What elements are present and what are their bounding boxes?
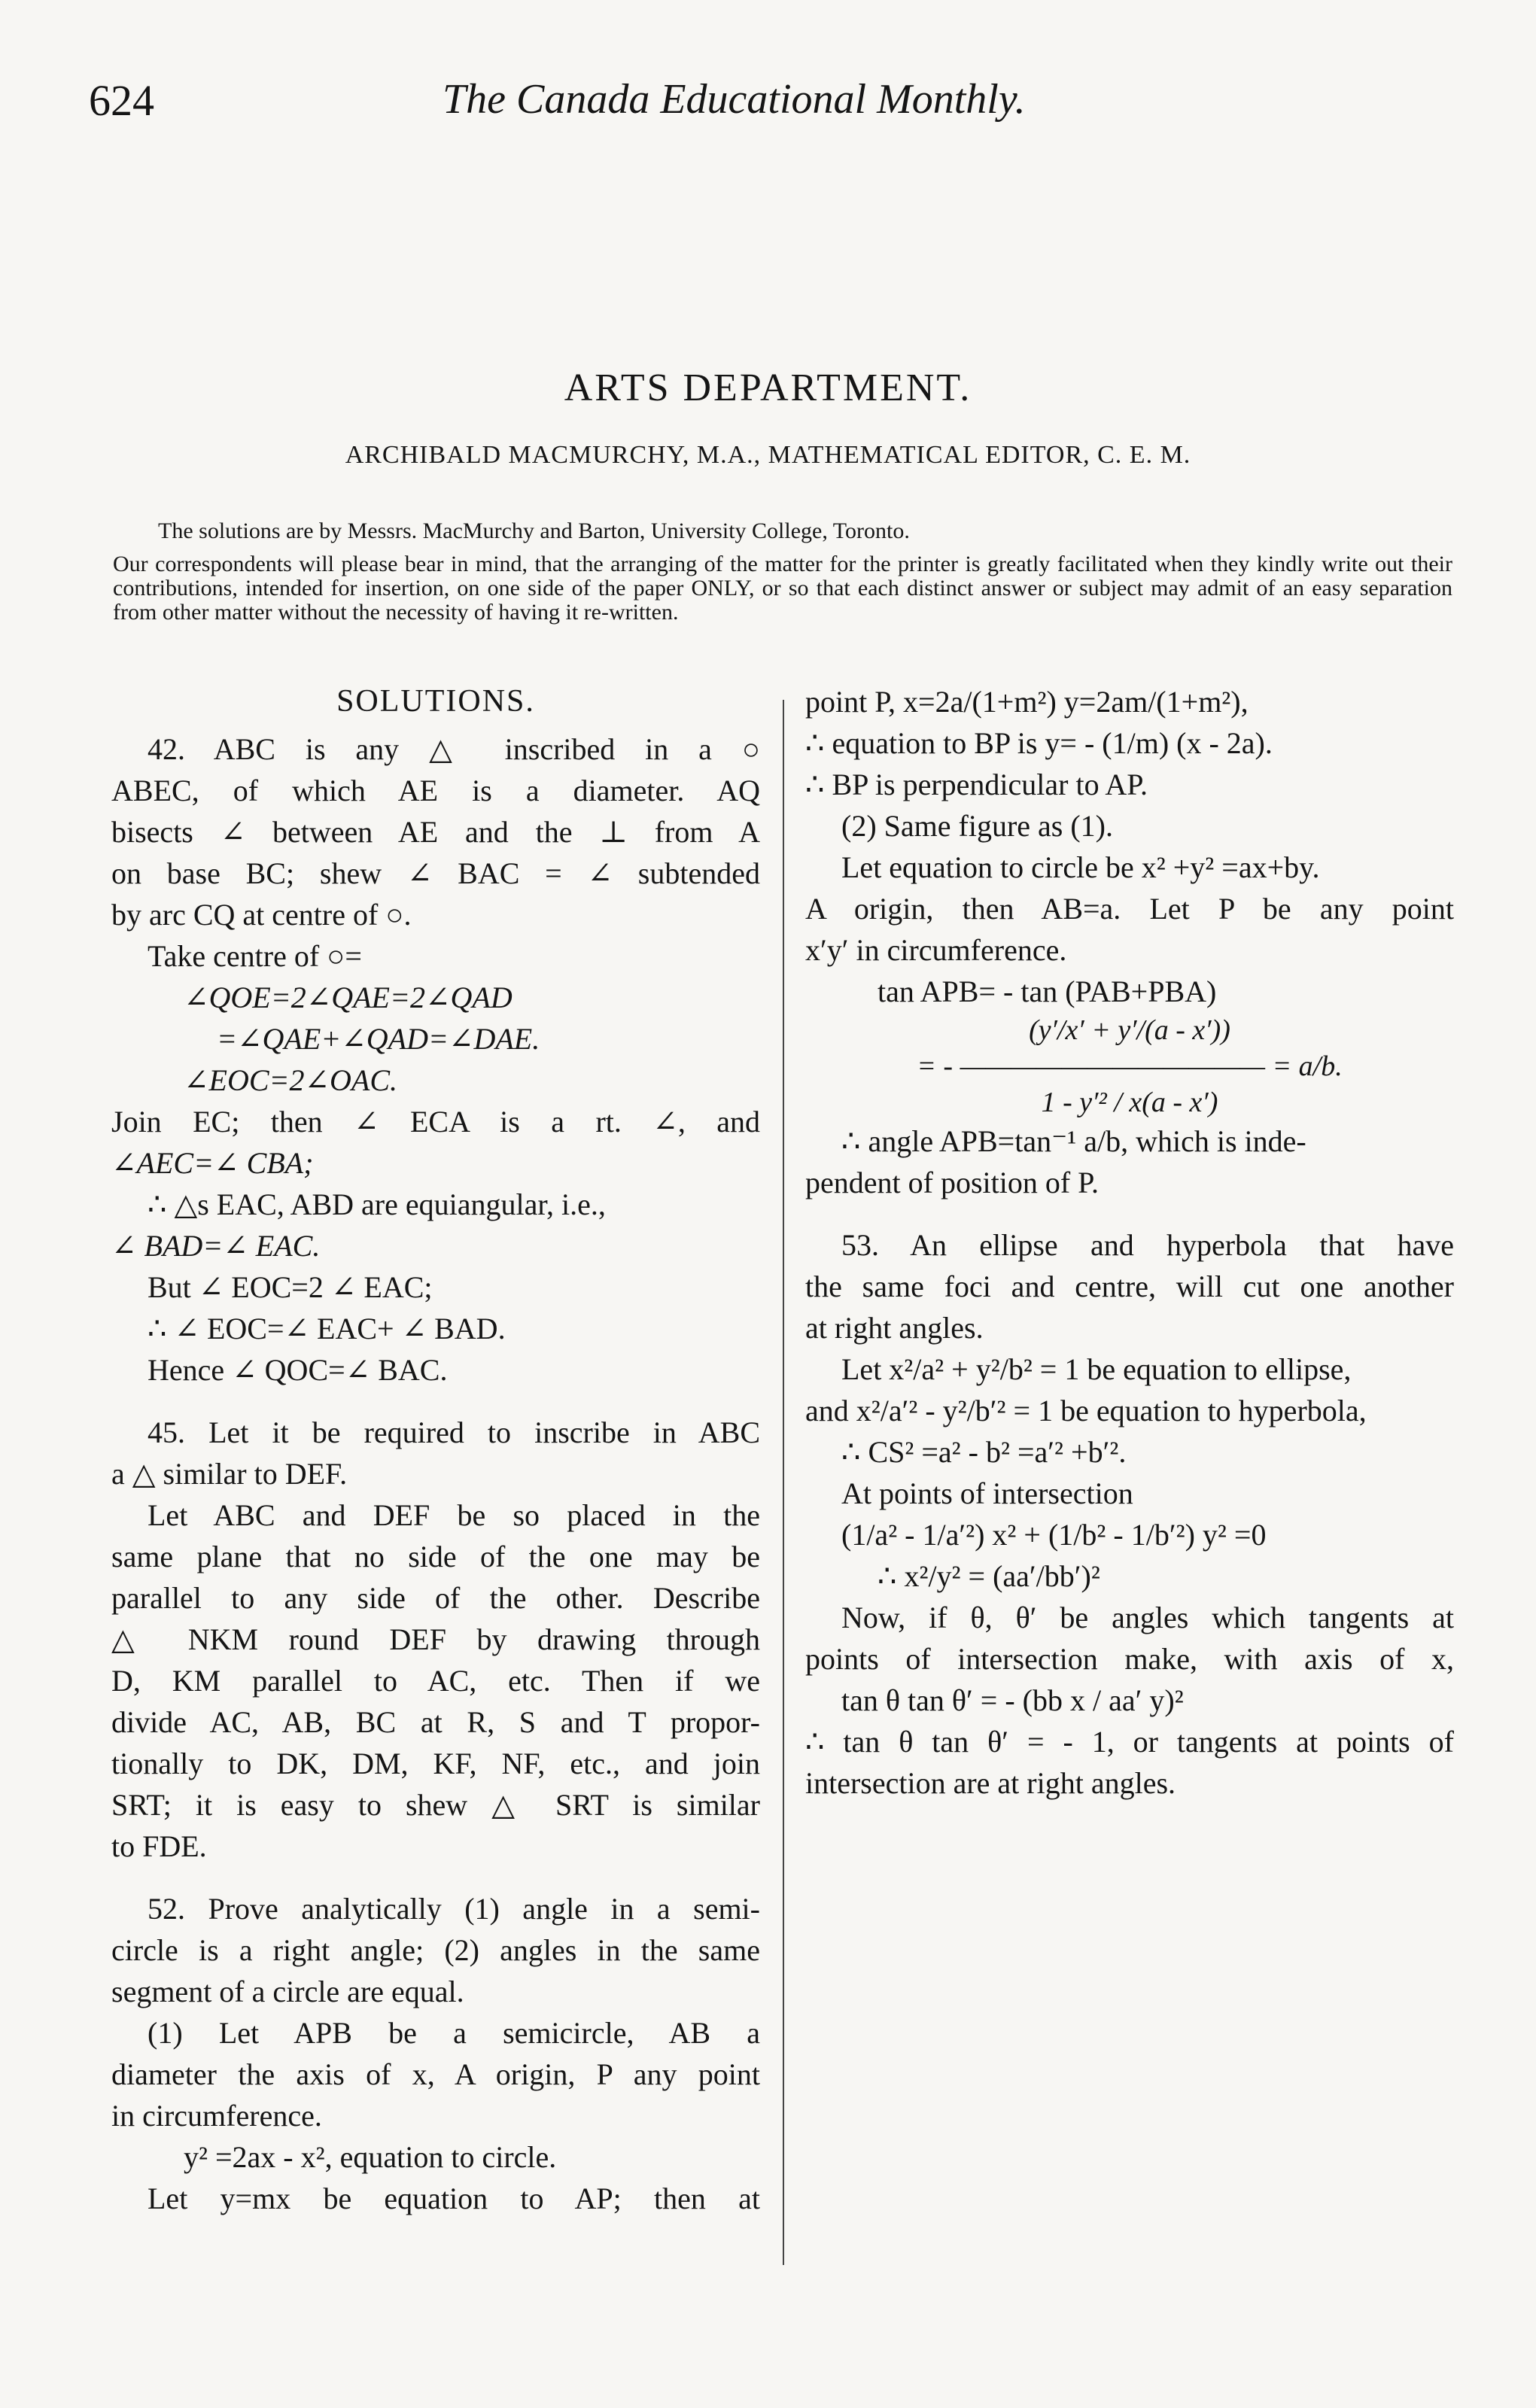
text-line: tionally to DK, DM, KF, NF, etc., and join: [111, 1747, 760, 1780]
text-line: same plane that no side of the one may be: [111, 1540, 760, 1573]
formula-line: ∠AEC=∠ CBA;: [111, 1146, 314, 1180]
text-line: divide AC, AB, BC at R, S and T propor-: [111, 1705, 760, 1739]
formula-line: tan APB= - tan (PAB+PBA): [877, 974, 1217, 1008]
text-line: ∴ △s EAC, ABD are equiangular, i.e.,: [148, 1187, 606, 1221]
text-line: 45. Let it be required to inscribe in ABC: [148, 1415, 760, 1449]
text-line: Hence ∠ QOC=∠ BAC.: [148, 1353, 448, 1387]
text-line: ∴ ∠ EOC=∠ EAC+ ∠ BAD.: [148, 1312, 506, 1345]
formula-line: (1/a² - 1/a′²) x² + (1/b² - 1/b′²) y² =0: [841, 1518, 1267, 1552]
fraction-denominator: 1 - y′² / x(a - x′): [1041, 1087, 1218, 1118]
text-line: a △ similar to DEF.: [111, 1457, 348, 1491]
text-line: x′y′ in circumference.: [805, 933, 1067, 967]
text-line: in circumference.: [111, 2099, 322, 2133]
text-line: △ NKM round DEF by drawing through: [111, 1622, 760, 1656]
text-line: 52. Prove analytically (1) angle in a semi-: [148, 1892, 760, 1926]
right-column: [805, 681, 1454, 1804]
text-line: parallel to any side of the other. Describe: [111, 1581, 760, 1615]
formula-line: y² =2ax - x², equation to circle.: [184, 2140, 557, 2174]
formula-line: Let x²/a² + y²/b² = 1 be equation to ellipse,: [841, 1352, 1352, 1386]
formula-line: ∴ x²/y² = (aa′/bb′)²: [877, 1559, 1100, 1593]
text-line: Join EC; then ∠ ECA is a rt. ∠, and: [111, 1105, 760, 1139]
spacer: [805, 1203, 1454, 1224]
text-line: diameter the axis of x, A origin, P any point: [111, 2057, 760, 2091]
running-title: The Canada Educational Monthly.: [443, 76, 1026, 123]
formula-line: tan θ tan θ′ = - (bb x / aa′ y)²: [841, 1683, 1184, 1717]
department-title: ARTS DEPARTMENT.: [564, 366, 972, 409]
text-line: (1) Let APB be a semicircle, AB a: [148, 2016, 760, 2050]
correspondents-note: Our correspondents will please bear in mind, that the arranging of the matter for the printer is greatly facilitated when they kindly write out their contributions, intended for insertion, on one side of the paper ONLY, or so that each distinct answer or subject may admit of an easy separation from other matter without the necessity of having it re-written.: [113, 552, 1452, 625]
formula-line: =∠QAE+∠QAD=∠DAE.: [217, 1022, 540, 1056]
spacer: [111, 1867, 760, 1888]
text-line: points of intersection make, with axis of x,: [805, 1642, 1454, 1676]
text-line: (2) Same figure as (1).: [841, 809, 1113, 843]
text-line: ∴ BP is perpendicular to AP.: [805, 768, 1148, 801]
text-line: circle is a right angle; (2) angles in the same: [111, 1933, 760, 1967]
text-line: D, KM parallel to AC, etc. Then if we: [111, 1664, 760, 1698]
formula-line: ∠ BAD=∠ EAC.: [111, 1229, 321, 1263]
text-line: ∴ equation to BP is y= - (1/m) (x - 2a).: [805, 726, 1273, 760]
fraction-formula: [805, 1012, 1454, 1120]
text-line: ABEC, of which AE is a diameter. AQ: [111, 774, 760, 807]
text-line: point P, x=2a/(1+m²) y=2am/(1+m²),: [805, 685, 1249, 719]
fraction-numerator: (y′/x′ + y′/(a - x′)): [1029, 1014, 1230, 1046]
page-number: 624: [89, 76, 154, 125]
text-line: on base BC; shew ∠ BAC = ∠ subtended: [111, 856, 760, 890]
text-line: SRT; it is easy to shew △ SRT is similar: [111, 1788, 760, 1822]
text-line: ∴ tan θ tan θ′ = - 1, or tangents at points of: [805, 1725, 1454, 1759]
text-line: ∴ angle APB=tan⁻¹ a/b, which is inde-: [841, 1124, 1306, 1158]
text-line: Let ABC and DEF be so placed in the: [148, 1498, 760, 1532]
text-line: Let y=mx be equation to AP; then at: [148, 2181, 760, 2215]
left-column: [111, 681, 760, 2219]
formula-line: ∴ CS² =a² - b² =a′² +b′².: [841, 1435, 1127, 1469]
text-line: 42. ABC is any △ inscribed in a ○: [148, 732, 760, 766]
text-line: by arc CQ at centre of ○.: [111, 898, 412, 932]
editor-line: ARCHIBALD MACMURCHY, M.A., MATHEMATICAL EDITOR, C. E. M.: [345, 441, 1191, 469]
text-line: pendent of position of P.: [805, 1166, 1099, 1199]
text-line: Let equation to circle be x² +y² =ax+by.: [841, 850, 1320, 884]
text-line: intersection are at right angles.: [805, 1766, 1176, 1800]
text-line: 53. An ellipse and hyperbola that have: [841, 1228, 1454, 1262]
text-line: Now, if θ, θ′ be angles which tangents at: [841, 1601, 1454, 1634]
text-line: bisects ∠ between AE and the ⊥ from A: [111, 815, 760, 849]
text-line: But ∠ EOC=2 ∠ EAC;: [148, 1270, 433, 1304]
running-header: [89, 75, 1446, 135]
spacer: [111, 1391, 760, 1412]
formula-line: ∠QOE=2∠QAE=2∠QAD: [184, 981, 513, 1014]
formula-line: and x²/a′² - y²/b′² = 1 be equation to hyperbola,: [805, 1394, 1367, 1427]
text-line: A origin, then AB=a. Let P be any point: [805, 892, 1454, 926]
solutions-heading: SOLUTIONS.: [336, 684, 535, 719]
formula-line: ∠EOC=2∠OAC.: [184, 1063, 398, 1097]
text-line: to FDE.: [111, 1829, 207, 1863]
text-line: At points of intersection: [841, 1476, 1133, 1510]
text-line: Take centre of ○=: [148, 939, 362, 973]
text-line: the same foci and centre, will cut one another: [805, 1269, 1454, 1303]
solutions-credit: The solutions are by Messrs. MacMurchy and Barton, University College, Toronto.: [158, 518, 910, 543]
text-line: segment of a circle are equal.: [111, 1975, 464, 2008]
text-line: at right angles.: [805, 1311, 984, 1345]
column-divider: [783, 700, 784, 2265]
fraction-bar-line: = - ———————————— = a/b.: [917, 1050, 1343, 1082]
